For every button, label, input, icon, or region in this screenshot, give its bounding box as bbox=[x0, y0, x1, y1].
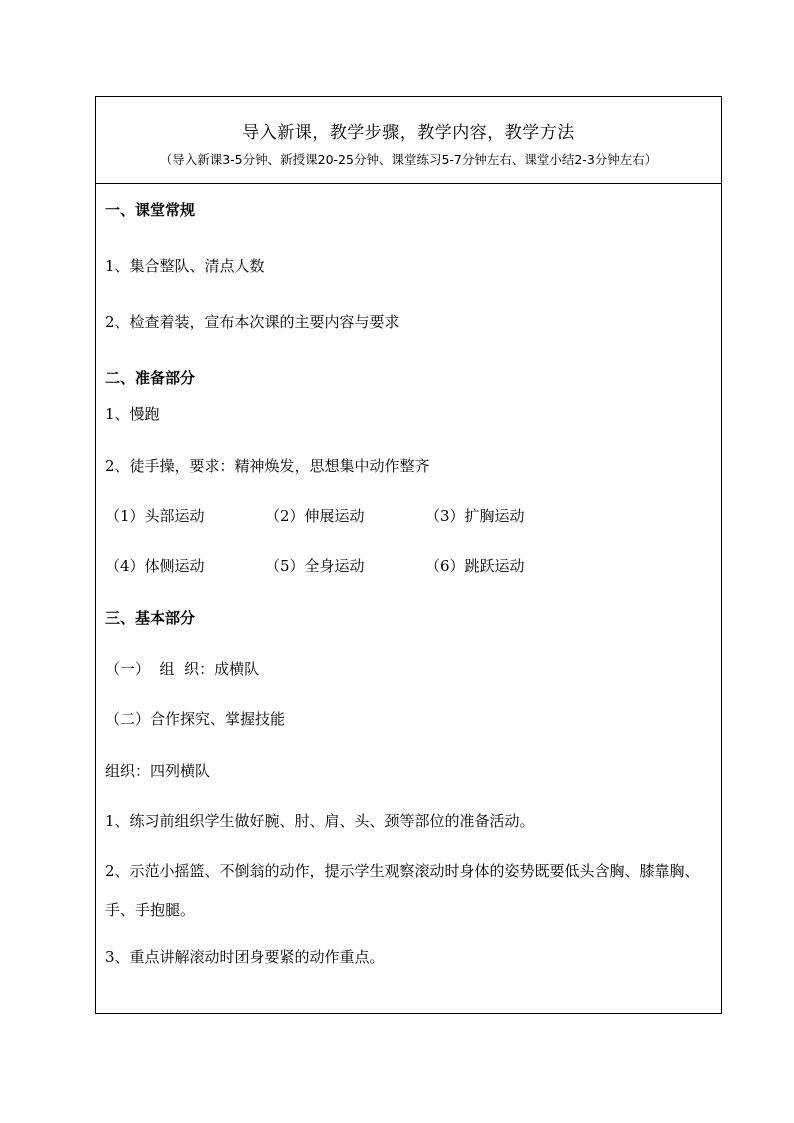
step-1: 1、练习前组织学生做好腕、肘、肩、头、颈等部位的准备活动。 bbox=[105, 812, 535, 830]
exercises-row-1 bbox=[105, 505, 525, 526]
exercise-item: （2）伸展运动 bbox=[265, 507, 365, 525]
section3-sub1: （一） 组 织：成横队 bbox=[105, 660, 260, 678]
section1-item1: 1、集合整队、清点人数 bbox=[105, 257, 265, 275]
section2-heading: 二、准备部分 bbox=[105, 369, 196, 387]
exercise-item: （1）头部运动 bbox=[105, 507, 205, 525]
section2-item1: 1、慢跑 bbox=[105, 405, 160, 423]
exercises-row-2 bbox=[105, 555, 525, 576]
exercise-item: （3）扩胸运动 bbox=[425, 507, 525, 525]
lesson-table bbox=[95, 96, 722, 1014]
section2-item2: 2、徒手操，要求：精神焕发，思想集中动作整齐 bbox=[105, 457, 430, 475]
exercise-item: （4）体侧运动 bbox=[105, 557, 205, 575]
section3-heading: 三、基本部分 bbox=[105, 609, 196, 627]
header-title: 导入新课，教学步骤，教学内容，教学方法 bbox=[242, 123, 575, 143]
section1-heading: 一、课堂常规 bbox=[105, 201, 196, 219]
organization-text: 组织：四列横队 bbox=[105, 762, 211, 780]
section1-item2: 2、检查着装，宣布本次课的主要内容与要求 bbox=[105, 313, 400, 331]
header-subtitle: （导入新课3-5分钟、新授课20-25分钟、课堂练习5-7分钟左右、课堂小结2-3分钟左右） bbox=[159, 152, 658, 167]
step-3: 3、重点讲解滚动时团身要紧的动作重点。 bbox=[105, 948, 385, 966]
exercise-item: （5）全身运动 bbox=[265, 557, 365, 575]
section3-sub2: （二）合作探究、掌握技能 bbox=[105, 710, 286, 728]
step-2: 2、示范小摇篮、不倒翁的动作，提示学生观察滚动时身体的姿势既要低头含胸、膝靠胸、手、手抱腿。 bbox=[105, 862, 700, 919]
exercise-item: （6）跳跃运动 bbox=[425, 557, 525, 575]
table-header bbox=[96, 97, 721, 184]
